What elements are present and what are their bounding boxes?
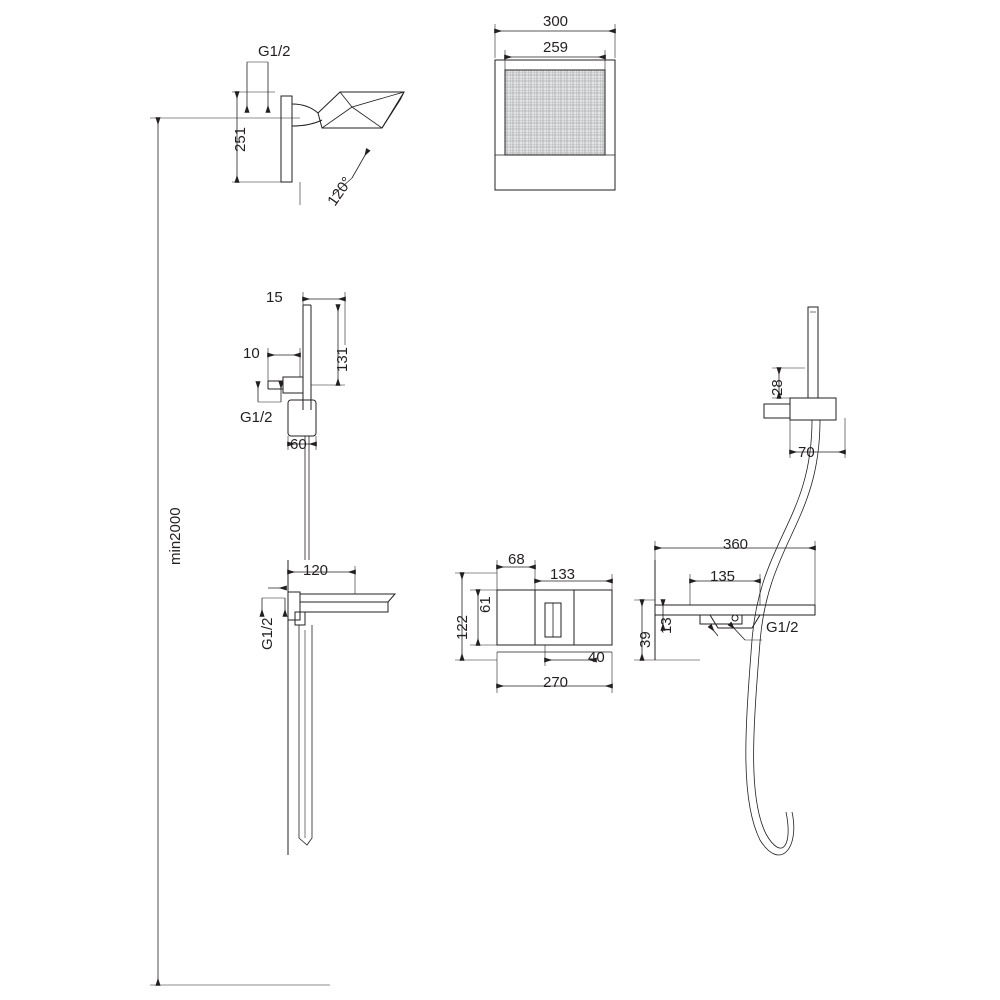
dim-label-68: 68 [508, 551, 525, 568]
dim-label-g12-arm: G1/2 [258, 43, 291, 60]
dim-label-min2000: min2000 [167, 507, 184, 565]
dim-label-28: 28 [769, 379, 786, 396]
dim-label-300: 300 [543, 13, 569, 30]
dim-label-122: 122 [454, 614, 471, 640]
dim-label-135: 135 [710, 568, 736, 585]
view-wall-spout [259, 560, 395, 855]
view-rail-outlet [258, 289, 345, 560]
dim-label-40: 40 [588, 649, 605, 666]
dim-label-39: 39 [637, 631, 654, 648]
dim-label-133: 133 [550, 566, 576, 583]
dim-label-g12-outlet: G1/2 [766, 619, 799, 636]
dim-label-120deg: 120° [324, 174, 356, 210]
dim-label-251: 251 [232, 126, 249, 152]
dim-label-61: 61 [477, 596, 494, 613]
view-valve-plate [455, 560, 612, 693]
dim-label-270: 270 [543, 674, 569, 691]
dim-label-259: 259 [543, 39, 569, 56]
dim-label-10: 10 [243, 345, 260, 362]
dim-label-131: 131 [334, 346, 351, 372]
dim-label-g12-rail: G1/2 [240, 409, 273, 426]
dim-label-15: 15 [266, 289, 283, 306]
dim-label-60: 60 [290, 436, 307, 453]
dim-label-360: 360 [723, 536, 749, 553]
dim-label-70: 70 [798, 444, 815, 461]
view-shower-head-arm [232, 62, 404, 205]
dim-label-120: 120 [303, 562, 329, 579]
view-outlet-shelf [634, 541, 815, 660]
dim-label-13: 13 [658, 617, 675, 634]
dim-label-g12-spout: G1/2 [259, 617, 276, 650]
